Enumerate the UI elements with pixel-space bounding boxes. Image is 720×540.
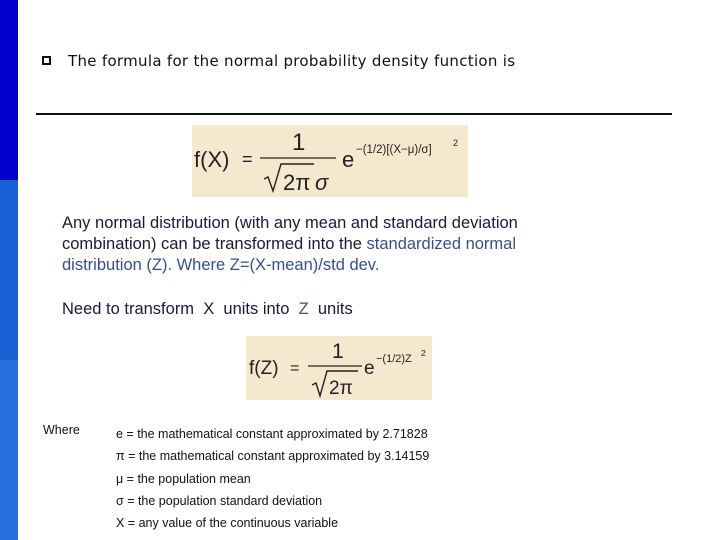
formula-equals: = [242,149,253,169]
formula-exponent: −(1/2)Z [376,353,412,365]
formula-exponent-power: 2 [453,138,459,148]
standardization-paragraph [62,213,582,276]
transform-text-post: units [308,300,353,318]
formula-lhs: f(Z) [249,358,279,379]
transform-text-pre: Need to transform X units into [62,300,299,318]
definition-item: σ = the population standard deviation [116,493,323,508]
transform-z: Z [298,300,309,318]
formula-equals: = [290,360,300,377]
left-accent-bar-segment [0,180,18,360]
left-accent-bar [0,0,18,540]
pdf-formula [192,125,468,197]
transform-line [62,300,353,319]
divider-line [36,113,672,115]
square-bullet-icon [42,56,51,65]
definitions-list [116,423,429,534]
formula-exponent: −(1/2)[(X−μ)/σ] [356,144,432,156]
paragraph-text: Any normal distribution (with any mean and standard deviation combination) can be transformed into the [62,214,518,253]
formula-base-e: e [342,147,355,172]
formula-denominator: 2π [329,378,353,399]
definition-item: μ = the population mean [116,471,251,486]
left-accent-bar-segment [0,360,18,540]
formula-base-e: e [364,358,375,379]
definition-item: π = the mathematical constant approximated by 3.14159 [116,449,430,464]
formula-numerator: 1 [332,340,344,363]
definition-item: e = the mathematical constant approximated by 2.71828 [116,427,428,441]
pdf-formula-graphic [192,125,468,197]
formula-sigma: σ [315,170,329,195]
standard-normal-formula-graphic [246,336,432,400]
standard-normal-formula [246,336,432,400]
definition-item: X = any value of the continuous variable [116,516,339,531]
where-label: Where [43,423,80,437]
formula-exponent-power: 2 [421,348,426,358]
intro-text: The formula for the normal probability density function is [68,52,516,70]
formula-denominator: 2π [283,170,311,195]
formula-numerator: 1 [292,129,306,156]
formula-lhs: f(X) [194,147,230,172]
paragraph-highlight: standardized normal distribution (Z). Where Z=(X-mean)/std dev. [62,235,517,274]
